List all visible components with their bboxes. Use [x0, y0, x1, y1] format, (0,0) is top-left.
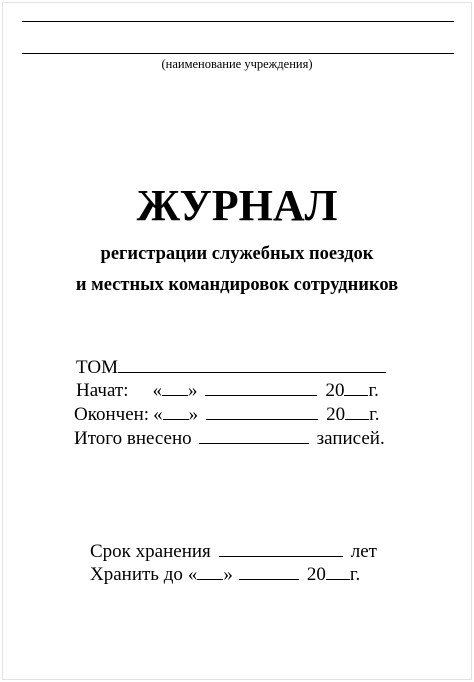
- volume-blank: [118, 356, 386, 373]
- keep-until-month-blank: [239, 563, 299, 580]
- volume-row: [76, 356, 386, 379]
- storage-period-blank: [219, 540, 343, 557]
- started-quote-close: »: [187, 380, 198, 401]
- document-subtitle-line-2: и местных командировок сотрудников: [75, 275, 399, 295]
- keep-until-year-blank: [326, 563, 350, 580]
- total-label: Итого внесено: [74, 428, 192, 449]
- ended-quote-close: »: [188, 404, 199, 425]
- ended-year-blank: [345, 403, 369, 420]
- ended-row: [74, 403, 380, 426]
- total-row: [74, 427, 385, 450]
- started-year-prefix: 20: [325, 380, 345, 401]
- ended-year-suffix: г.: [369, 404, 380, 425]
- keep-until-year-prefix: 20: [306, 564, 326, 585]
- keep-until-day-blank: [197, 563, 223, 580]
- institution-line-1: [22, 21, 454, 22]
- keep-until-quote-open: «: [187, 564, 198, 585]
- volume-label: ТОМ: [76, 357, 118, 378]
- ended-year-prefix: 20: [326, 404, 346, 425]
- institution-line-2: [22, 53, 454, 54]
- ended-label: Окончен:: [74, 404, 150, 425]
- started-day-blank: [162, 379, 188, 396]
- keep-until-quote-close: »: [223, 564, 233, 585]
- started-year-blank: [344, 379, 368, 396]
- started-row: [76, 379, 379, 402]
- document-subtitle-line-1: регистрации служебных поездок: [100, 244, 374, 264]
- started-month-blank: [205, 379, 317, 396]
- started-quote-open: «: [152, 380, 162, 401]
- storage-period-row: [90, 540, 377, 563]
- storage-period-suffix: лет: [350, 541, 377, 562]
- keep-until-label: Хранить до: [90, 564, 183, 585]
- records-suffix: записей.: [316, 428, 385, 449]
- institution-caption: (наименование учреждения): [161, 57, 313, 71]
- total-count-blank: [199, 427, 309, 444]
- keep-until-row: [90, 563, 360, 586]
- storage-period-label: Срок хранения: [90, 541, 211, 562]
- keep-until-year-suffix: г.: [349, 564, 361, 585]
- document-title: ЖУРНАЛ: [136, 181, 338, 230]
- started-label: Начат:: [76, 380, 129, 401]
- ended-month-blank: [206, 403, 318, 420]
- ended-quote-open: «: [153, 404, 163, 425]
- started-year-suffix: г.: [368, 380, 379, 401]
- ended-day-blank: [163, 403, 189, 420]
